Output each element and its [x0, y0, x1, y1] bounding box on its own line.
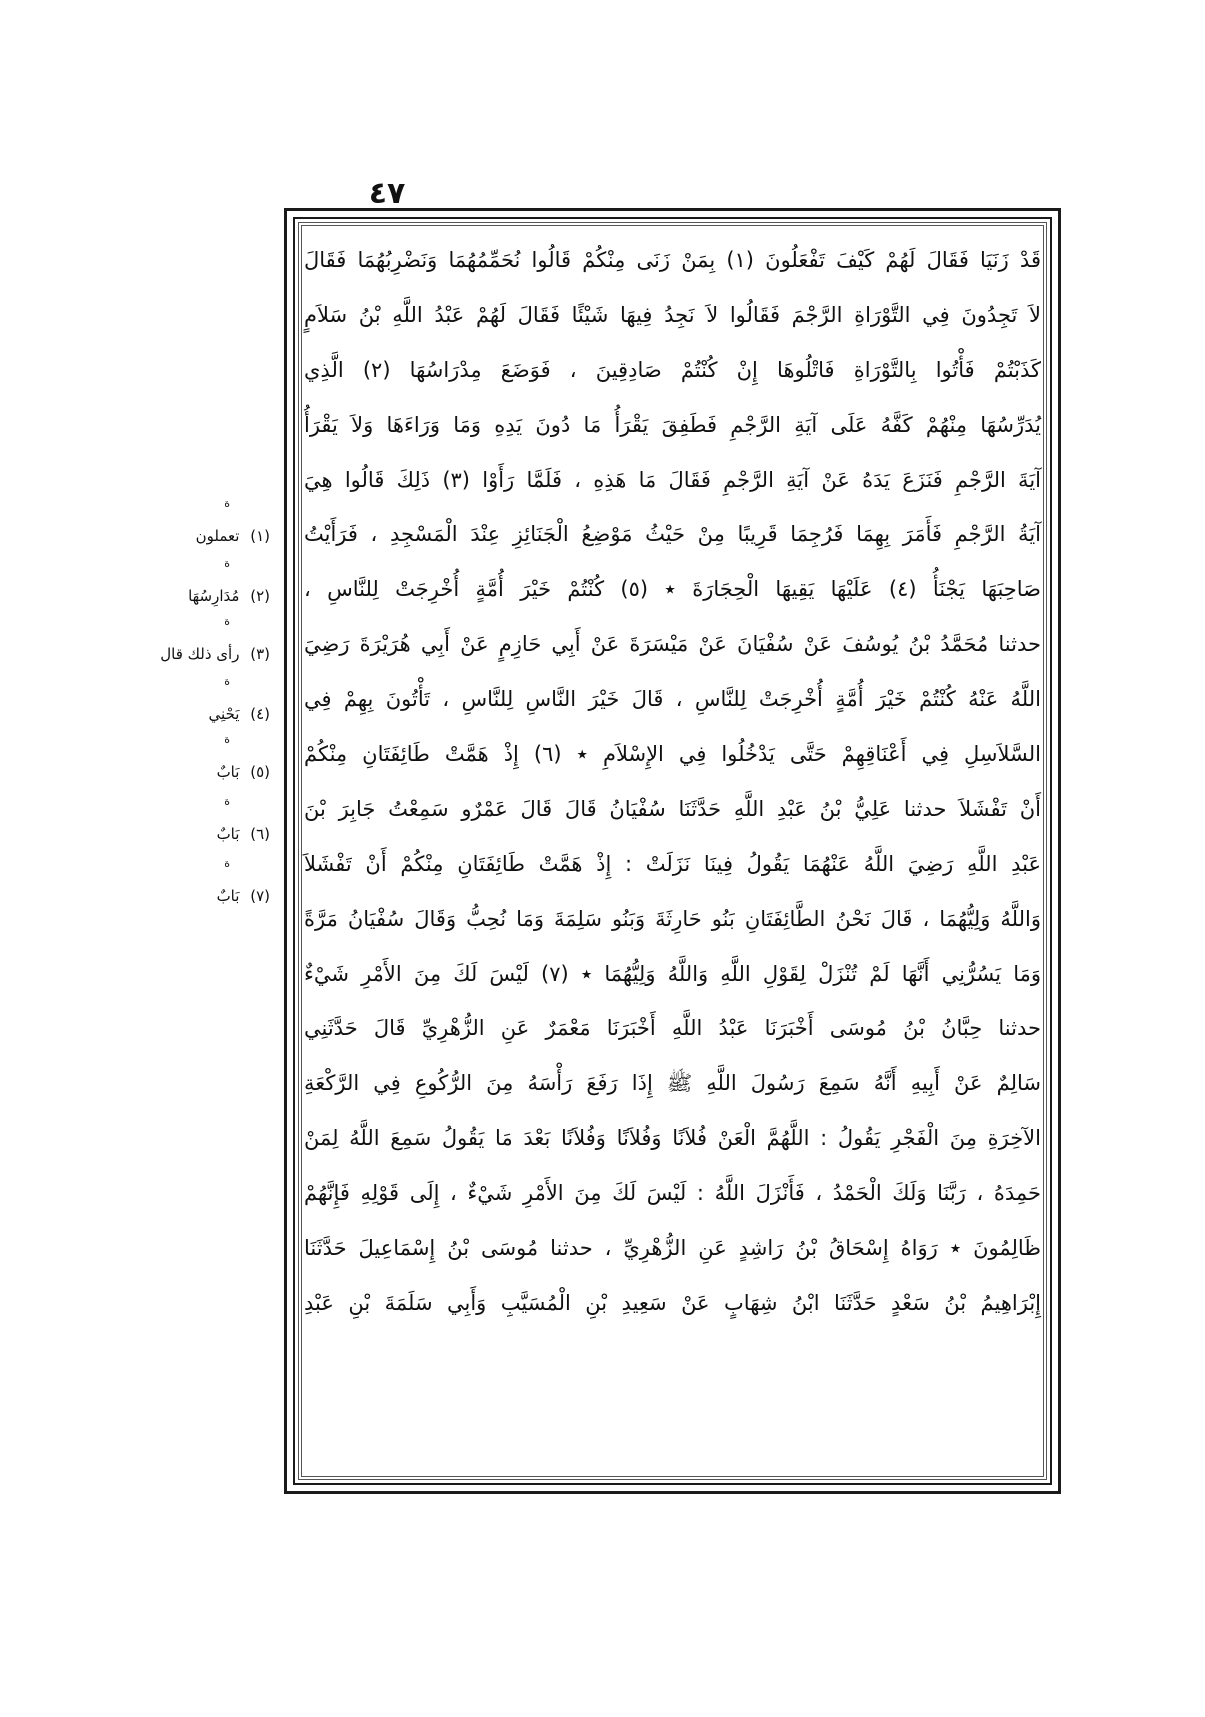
text-line: اللَّهُ عَنْهُ كُنْتُمْ خَيْرَ أُمَّةٍ أُخْرِجَتْ لِلنَّاسِ ، قَالَ خَيْرَ النَّاسِ لِلنَّاسِ ، تَأْتُونَ بِهِمْ فِي	[304, 687, 1041, 712]
margin-note-text: رأى ذلك قال	[160, 645, 240, 663]
text-line: وَاللَّهُ وَلِيُّهُمَا ، قَالَ نَحْنُ الطَّائِفَتَانِ بَنُو حَارِثَةَ وَبَنُو سَلِمَةَ وَمَا نُحِبُّ وَقَالَ سُفْيَانُ مَرَّةً	[304, 906, 1041, 931]
margin-note-text: مُدَارِسُهَا	[188, 587, 240, 605]
margin-note-mark: ة	[224, 615, 230, 628]
text-line: حَمِدَهُ ، رَبَّنَا وَلَكَ الْحَمْدُ ، فَأَنْزَلَ اللَّهُ : لَيْسَ لَكَ مِنَ الأَمْرِ شَيْءٌ ، إِلَى قَوْلِهِ فَإِنَّهُمْ	[304, 1181, 1041, 1206]
text-line: ظَالِمُونَ ٭ رَوَاهُ إِسْحَاقُ بْنُ رَاشِدٍ عَنِ الزُّهْرِيِّ ، حدثنا مُوسَى بْنُ إِسْمَاعِيلَ حَدَّثَنَا	[304, 1236, 1041, 1261]
text-line: كَذَبْتُمْ فَأْتُوا بِالتَّوْرَاةِ فَاتْلُوهَا إِنْ كُنْتُمْ صَادِقِينَ ، فَوَضَعَ مِدْرَاسُهَا (٢) الَّذِي	[304, 357, 1042, 382]
margin-note-text: بَابٌ	[216, 887, 240, 905]
text-line: صَاحِبَهَا يَجْنَأُ (٤) عَلَيْهَا يَقِيهَا الْحِجَارَةَ ٭ (٥) كُنْتُمْ خَيْرَ أُمَّةٍ أُخْرِجَتْ لِلنَّاسِ ،	[304, 577, 1041, 602]
margin-note	[160, 857, 270, 926]
text-line: السَّلاَسِلِ فِي أَعْنَاقِهِمْ حَتَّى يَدْخُلُوا فِي الإِسْلاَمِ ٭ (٦) إِذْ هَمَّتْ طَائِفَتَانِ مِنْكُمْ	[304, 742, 1041, 767]
text-line: أَنْ تَفْشَلاَ حدثنا عَلِيُّ بْنُ عَبْدِ اللَّهِ حَدَّثَنَا سُفْيَانُ قَالَ قَالَ عَمْرٌو سَمِعْتُ جَابِرَ بْنَ	[304, 796, 1041, 821]
page-number: ٤٧	[368, 176, 406, 211]
margin-note-number: (٣)	[250, 645, 270, 663]
margin-note	[160, 795, 270, 864]
margin-note-number: (٢)	[250, 587, 270, 605]
margin-note	[160, 733, 270, 802]
text-line: الآخِرَةِ مِنَ الْفَجْرِ يَقُولُ : اللَّهُمَّ الْعَنْ فُلاَنًا وَفُلاَنًا وَفُلاَنًا بَعْدَ مَا يَقُولُ سَمِعَ اللَّهُ لِمَنْ	[304, 1126, 1041, 1151]
margin-note	[160, 497, 270, 566]
margin-note	[160, 675, 270, 744]
margin-note-number: (٦)	[250, 825, 270, 843]
text-line: لاَ تَجِدُونَ فِي التَّوْرَاةِ الرَّجْمَ فَقَالُوا لاَ نَجِدُ فِيهَا شَيْئًا فَقَالَ لَهُمْ عَبْدُ اللَّهِ بْنُ سَلاَمٍ	[304, 302, 1041, 327]
text-line: حدثنا حِبَّانُ بْنُ مُوسَى أَخْبَرَنَا عَبْدُ اللَّهِ أَخْبَرَنَا مَعْمَرٌ عَنِ الزُّهْرِيِّ قَالَ حَدَّثَنِي	[304, 1016, 1041, 1041]
margin-note-text: بَابٌ	[216, 825, 240, 843]
margin-note-number: (١)	[250, 527, 270, 545]
margin-note	[160, 615, 270, 684]
margin-note-number: (٧)	[250, 887, 270, 905]
text-line: عَبْدِ اللَّهِ رَضِيَ اللَّهُ عَنْهُمَا يَقُولُ فِينَا نَزَلَتْ : إِذْ هَمَّتْ طَائِفَتَانِ مِنْكُمْ أَنْ تَفْشَلاَ	[304, 851, 1041, 876]
margin-note-number: (٥)	[250, 763, 270, 781]
margin-note-number: (٤)	[250, 705, 270, 723]
margin-note-mark: ة	[224, 733, 230, 746]
text-line: آيَةُ الرَّجْمِ فَأَمَرَ بِهِمَا فَرُجِمَا قَرِيبًا مِنْ حَيْثُ مَوْضِعُ الْجَنَائِزِ عِنْدَ الْمَسْجِدِ ، فَرَأَيْتُ	[304, 522, 1041, 547]
text-line: يُدَرِّسُهَا مِنْهُمْ كَفَّهُ عَلَى آيَةِ الرَّجْمِ فَطَفِقَ يَقْرَأُ مَا دُونَ يَدِهِ وَمَا وَرَاءَهَا وَلاَ يَقْرَأُ	[304, 412, 1041, 437]
text-line: سَالِمٌ عَنْ أَبِيهِ أَنَّهُ سَمِعَ رَسُولَ اللَّهِ ﷺ إِذَا رَفَعَ رَأْسَهُ مِنَ الرُّكُوعِ فِي الرَّكْعَةِ	[304, 1071, 1041, 1096]
margin-note-mark: ة	[224, 497, 230, 510]
margin-note-mark: ة	[224, 557, 230, 570]
text-line: وَمَا يَسُرُّنِي أَنَّهَا لَمْ تُنْزَلْ لِقَوْلِ اللَّهِ وَاللَّهُ وَلِيُّهُمَا ٭ (٧) لَيْسَ لَكَ مِنَ الأَمْرِ شَيْءٌ	[304, 961, 1042, 986]
margin-note-mark: ة	[224, 675, 230, 688]
margin-note-mark: ة	[224, 795, 230, 808]
text-line: آيَةَ الرَّجْمِ فَنَزَعَ يَدَهُ عَنْ آيَةِ الرَّجْمِ فَقَالَ مَا هَذِهِ ، فَلَمَّا رَأَوْا (٣) ذَلِكَ قَالُوا هِيَ	[304, 467, 1041, 492]
main-text-block	[300, 233, 1045, 1473]
text-line: إِبْرَاهِيمُ بْنُ سَعْدٍ حَدَّثَنَا ابْنُ شِهَابٍ عَنْ سَعِيدِ بْنِ الْمُسَيَّبِ وَأَبِي سَلَمَةَ بْنِ عَبْدِ	[304, 1290, 1041, 1315]
text-line: قَدْ زَنَيَا فَقَالَ لَهُمْ كَيْفَ تَفْعَلُونَ (١) بِمَنْ زَنَى مِنْكُمْ قَالُوا نُحَمِّمُهُمَا وَنَضْرِبُهُمَا فَقَالَ	[304, 248, 1041, 272]
margin-note	[160, 557, 270, 626]
margin-note-mark: ة	[224, 857, 230, 870]
margin-note-text: يَحْنِي	[208, 705, 240, 723]
margin-note-text: بَابٌ	[216, 763, 240, 781]
margin-note-text: تعملون	[195, 527, 240, 545]
text-line: حدثنا مُحَمَّدُ بْنُ يُوسُفَ عَنْ سُفْيَانَ عَنْ مَيْسَرَةَ عَنْ أَبِي حَازِمٍ عَنْ أَبِي هُرَيْرَةَ رَضِيَ	[304, 632, 1041, 657]
